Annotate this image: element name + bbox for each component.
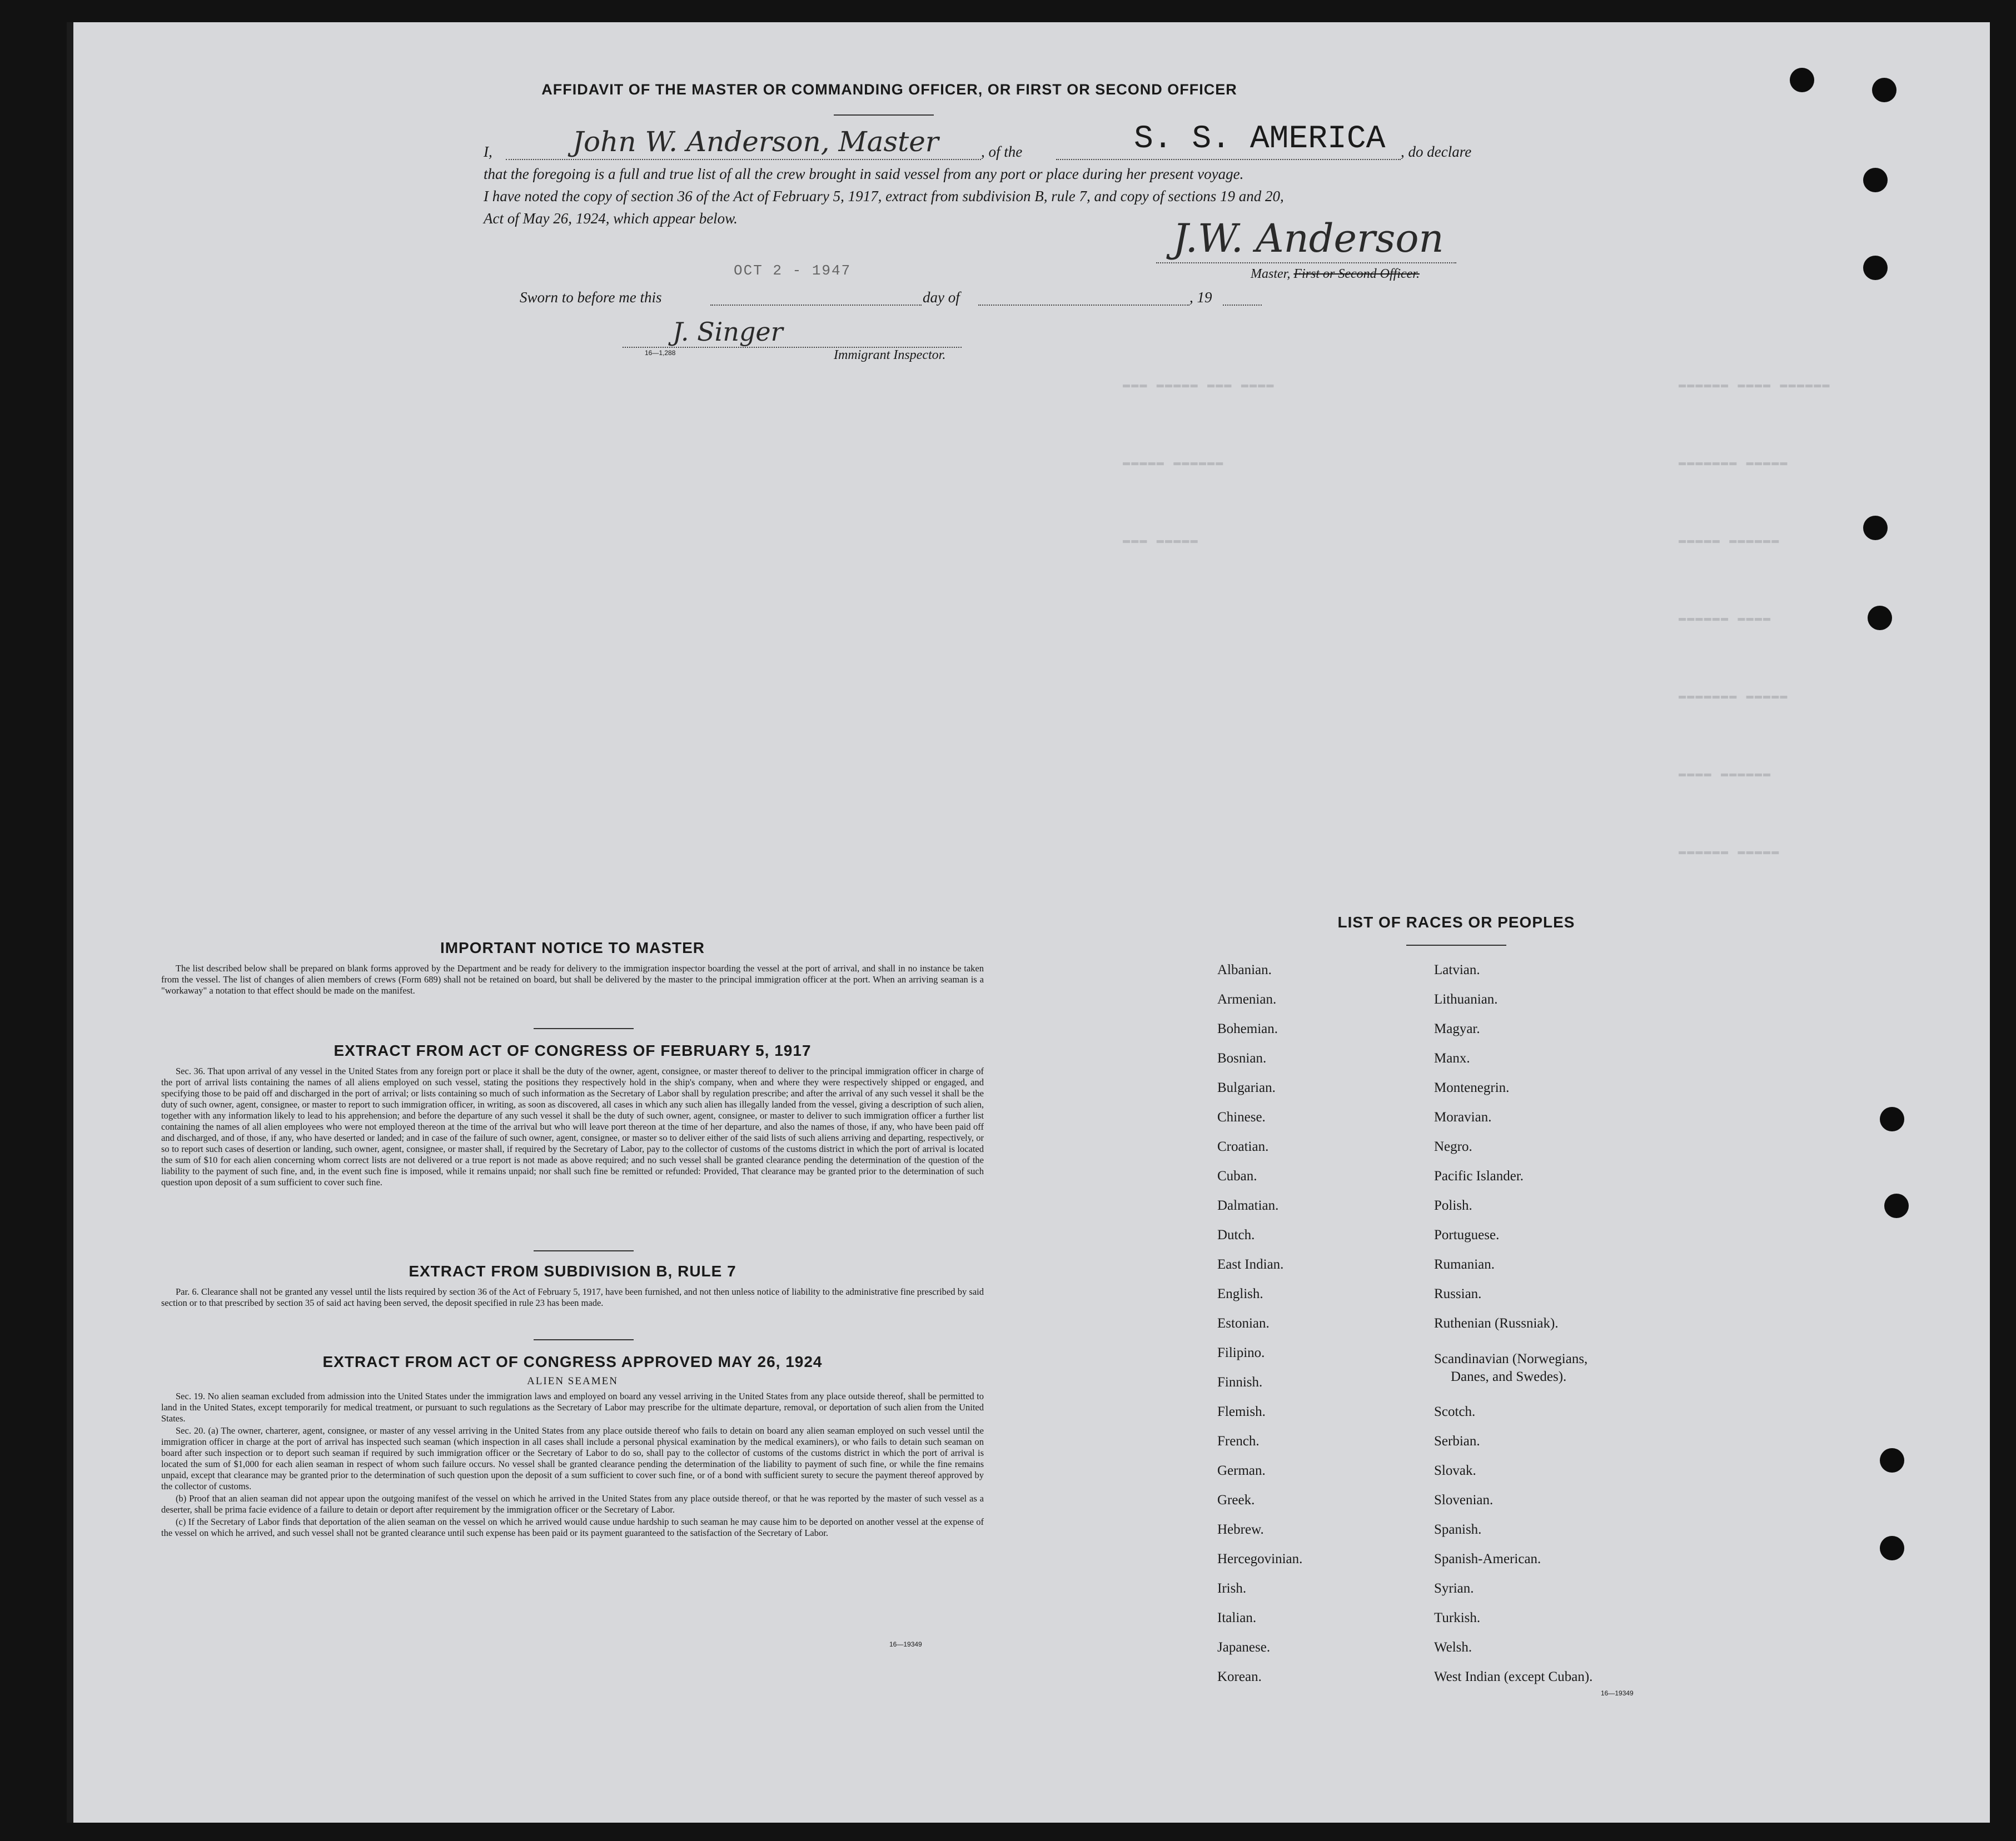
race-item: Estonian. bbox=[1217, 1316, 1270, 1331]
race-item: Russian. bbox=[1434, 1286, 1482, 1301]
extract-1924-text bbox=[161, 1391, 984, 1540]
notice-text bbox=[161, 963, 984, 997]
of-the-label: , of the bbox=[981, 143, 1023, 160]
bleed-through-text: ▬▬▬▬▬▬ ▬▬▬▬ ▬▬▬▬▬▬ bbox=[1679, 378, 1831, 392]
affidavit-line-4: Act of May 26, 1924, which appear below. bbox=[484, 210, 738, 227]
bleed-through-text: ▬▬▬▬▬▬ ▬▬▬▬ bbox=[1679, 611, 1772, 625]
section-20c-paragraph: (c) If the Secretary of Labor finds that deportation of the alien seaman on the vessel on which he arrived would cause undue hardship to such seaman he may cause him to be deported on another vessel at the expense of the vessel on which he arrived, and such vessel shall not be granted clearance until such expense has been paid or its payment guaranteed to the satisfaction of the Secretary of Labor. bbox=[161, 1516, 984, 1538]
race-item: Dutch. bbox=[1217, 1228, 1255, 1243]
bleed-through-text: ▬▬▬▬▬ ▬▬▬▬▬▬ bbox=[1123, 456, 1224, 470]
race-item: Slovenian. bbox=[1434, 1493, 1494, 1508]
punch-hole bbox=[1880, 1448, 1904, 1473]
race-item: Bohemian. bbox=[1217, 1021, 1278, 1036]
rule-7-paragraph: Par. 6. Clearance shall not be granted any vessel until the lists required by section 36 of the Act of February 5, 1917, have been furnished, and not then unless notice of liability to the administrative fine prescribed by said section or to that prescribed by section 35 of said act having been served, the deposit specified in rule 23 has been made. bbox=[161, 1286, 984, 1308]
punch-hole bbox=[1863, 516, 1888, 540]
bleed-through-text: ▬▬▬▬ ▬▬▬▬▬▬ bbox=[1679, 767, 1772, 781]
section-20a-paragraph: Sec. 20. (a) The owner, charterer, agent, consignee, or master of any vessel arriving in the United States from any place outside thereof who fails to detain on board any alien seaman employed on such vessel until the immigration officer in charge at the port of arrival has inspected such seaman (which inspection in all cases shall include a personal physical examination by the medical examiners), or who fails to detain such seaman on board after such inspection or to deport such seaman if required by such immigration officer or the Secretary of Labor to do so, shall pay to the collector of customs of the customs district in which the port of arrival is located the sum of $1,000 for each alien seaman in respect of whom such failure occurs. No vessel shall be granted clearance pending the determination of the liability to payment of such fine, or while the fine remains unpaid, except that clearance may be granted prior to the determination of such question upon the deposit of a sum sufficient to cover such fine, or of a bond with sufficient surety to secure the payment thereof approved by the collector of customs. bbox=[161, 1425, 984, 1491]
race-item: Magyar. bbox=[1434, 1021, 1480, 1036]
bleed-through-text: ▬▬▬ ▬▬▬▬▬ ▬▬▬ ▬▬▬▬ bbox=[1123, 378, 1275, 392]
race-item: Negro. bbox=[1434, 1139, 1472, 1154]
bleed-through-text: ▬▬▬▬▬▬▬ ▬▬▬▬▬ bbox=[1679, 689, 1789, 703]
section-19-paragraph: Sec. 19. No alien seaman excluded from admission into the United States under the immigration laws and employed on board any vessel arriving in the United States from any place outside thereof, shall be permitted to land in the United States, except temporarily for medical treatment, or pursuant to such regulations as the Secretary of Labor may prescribe for the ultimate departure, removal, or deportation of such alien from the United States. bbox=[161, 1391, 984, 1424]
race-item: Korean. bbox=[1217, 1669, 1262, 1684]
race-item: Dalmatian. bbox=[1217, 1198, 1279, 1213]
race-item: Irish. bbox=[1217, 1581, 1247, 1596]
race-item: French. bbox=[1217, 1434, 1260, 1449]
vessel-line bbox=[1056, 159, 1401, 160]
race-item: Montenegrin. bbox=[1434, 1080, 1510, 1095]
race-item: Bosnian. bbox=[1217, 1051, 1267, 1066]
punch-hole bbox=[1884, 1194, 1909, 1218]
bleed-through-text: ▬▬▬ ▬▬▬▬▬ bbox=[1123, 533, 1199, 547]
bleed-through-text: ▬▬▬▬▬ ▬▬▬▬▬▬ bbox=[1679, 533, 1780, 547]
race-item: Rumanian. bbox=[1434, 1257, 1495, 1272]
race-item: East Indian. bbox=[1217, 1257, 1284, 1272]
race-item: Polish. bbox=[1434, 1198, 1472, 1213]
race-item: Greek. bbox=[1217, 1493, 1255, 1508]
race-item: Albanian. bbox=[1217, 962, 1272, 977]
signer-title-struck: First or Second Officer. bbox=[1293, 267, 1420, 281]
inspector-label: Immigrant Inspector. bbox=[834, 348, 946, 362]
race-item: Filipino. bbox=[1217, 1345, 1265, 1360]
punch-hole bbox=[1790, 68, 1814, 92]
master-name: John W. Anderson, Master bbox=[573, 126, 939, 158]
punch-hole bbox=[1880, 1536, 1904, 1560]
race-item: English. bbox=[1217, 1286, 1263, 1301]
sworn-year-line bbox=[1223, 305, 1262, 306]
affidavit-title: AFFIDAVIT OF THE MASTER OR COMMANDING OFFICER, OR FIRST OR SECOND OFFICER bbox=[541, 81, 1237, 98]
race-item: Serbian. bbox=[1434, 1434, 1480, 1449]
extract-1917-text bbox=[161, 1066, 984, 1189]
date-stamp: OCT 2 - 1947 bbox=[734, 262, 852, 279]
section-20b-paragraph: (b) Proof that an alien seaman did not appear upon the outgoing manifest of the vessel on which he arrived in the United States from any place outside thereof, or that he was reported by the master of such vessel as a deserter, shall be prima facie evidence of a failure to detain or deport after requirement by the immigration officer or the Secretary of Labor. bbox=[161, 1493, 984, 1515]
divider bbox=[834, 114, 934, 116]
extract-1917-title: EXTRACT FROM ACT OF CONGRESS OF FEBRUARY 5, 1917 bbox=[333, 1042, 812, 1059]
race-item: Armenian. bbox=[1217, 992, 1277, 1007]
race-item: Scotch. bbox=[1434, 1404, 1476, 1419]
race-item: Portuguese. bbox=[1434, 1228, 1500, 1243]
race-item: Ruthenian (Russniak). bbox=[1434, 1316, 1559, 1331]
race-item: Flemish. bbox=[1217, 1404, 1266, 1419]
notice-title: IMPORTANT NOTICE TO MASTER bbox=[440, 939, 705, 956]
punch-hole bbox=[1868, 606, 1892, 630]
divider bbox=[534, 1028, 634, 1029]
sworn-month-line bbox=[978, 305, 1189, 306]
divider bbox=[534, 1250, 634, 1251]
rule-7-title: EXTRACT FROM SUBDIVISION B, RULE 7 bbox=[409, 1263, 736, 1280]
affidavit-line-2: that the foregoing is a full and true list of all the crew brought in said vessel from any port or place during her present voyage. bbox=[484, 166, 1244, 182]
race-item: Moravian. bbox=[1434, 1110, 1492, 1125]
divider bbox=[1406, 945, 1506, 946]
race-item: Italian. bbox=[1217, 1610, 1257, 1625]
race-item: Welsh. bbox=[1434, 1640, 1472, 1655]
bleed-through-text: ▬▬▬▬▬▬ ▬▬▬▬▬ bbox=[1679, 845, 1780, 859]
day-of-label: day of bbox=[923, 289, 960, 306]
race-item: Spanish. bbox=[1434, 1522, 1482, 1537]
page-edge bbox=[67, 22, 73, 1823]
sworn-day-line bbox=[710, 305, 922, 306]
master-name-line bbox=[506, 159, 981, 160]
race-item: Cuban. bbox=[1217, 1169, 1257, 1184]
year-prefix: , 19 bbox=[1189, 289, 1212, 306]
sworn-prefix: Sworn to before me this bbox=[520, 289, 662, 306]
rule-7-text bbox=[161, 1286, 984, 1310]
affidavit-line-3: I have noted the copy of section 36 of the Act of February 5, 1917, extract from subdivision B, rule 7, and copy of sections 19 and 20, bbox=[484, 188, 1284, 204]
form-code: 16—19349 bbox=[1601, 1689, 1634, 1697]
signer-title-master: Master, bbox=[1251, 267, 1291, 281]
notice-paragraph: The list described below shall be prepared on blank forms approved by the Department and be ready for delivery to the immigration inspector boarding the vessel at the port of arrival, and shall in no instance be taken from the vessel. The list of changes of alien members of crews (Form 689) shall not be retained on board, but shall be delivered by the master to the principal immigration officer at the port. When an arriving seaman is a "workaway" a notation to that effect should be made on the manifest. bbox=[161, 963, 984, 996]
section-36-paragraph: Sec. 36. That upon arrival of any vessel in the United States from any foreign port or place it shall be the duty of the owner, agent, consignee, or master thereof to deliver to the principal immigration officer in charge of the port of arrival lists containing the names of all aliens employed on such vessel, stating the positions they respectively hold in the ship's company, when and where they were respectively shipped or engaged, and specifying those to be paid off and discharged in the port of arrival; or lists containing so much of such information as the Secretary of Labor shall by regulation prescribe; and after the arrival of any such vessel it shall be the duty of such owner, agent, consignee, or master to report to such immigration officer, in writing, as soon as discovered, all cases in which any such alien has illegally landed from the vessel, giving a description of such alien, together with any information likely to lead to his apprehension; and before the departure of any such vessel it shall be the duty of such owner, agent, consignee, or master to deliver to such immigration officer a further list containing the names of all alien employees who were not employed thereon at the time of the arrival but who will leave port thereon at the time of her departure, and also the names of those, if any, who have been paid off and discharged, and of those, if any, who have deserted or landed; and in case of the failure of such owner, agent, consignee, or master so to deliver either of the said lists of such aliens arriving and departing, respectively, or so to report such cases of desertion or landing, such owner, agent, consignee, or master shall, if required by the Secretary of Labor, pay to the collector of customs of the customs district in which the port of arrival is located the sum of $10 for each alien concerning whom correct lists are not delivered or a true report is not made as above required; and no such vessel shall be granted clearance pending the determination of the question of the liability to the payment of such fine, and, in the event such fine is imposed, while it remains unpaid; nor shall such fine be remitted or refunded: Provided, That clearance may be granted prior to the determination of such question upon deposit of a sum sufficient to cover such fine. bbox=[161, 1066, 984, 1188]
race-item: Bulgarian. bbox=[1217, 1080, 1276, 1095]
alien-seamen-subtitle: ALIEN SEAMEN bbox=[527, 1375, 618, 1387]
master-signature: J.W. Anderson bbox=[1173, 216, 1444, 261]
race-item: Hercegovinian. bbox=[1217, 1551, 1303, 1566]
punch-hole bbox=[1863, 168, 1888, 192]
race-item: Latvian. bbox=[1434, 962, 1480, 977]
punch-hole bbox=[1863, 256, 1888, 280]
races-title: LIST OF RACES OR PEOPLES bbox=[1337, 914, 1575, 931]
extract-1924-title: EXTRACT FROM ACT OF CONGRESS APPROVED MAY 26, 1924 bbox=[322, 1353, 823, 1370]
do-declare-label: , do declare bbox=[1401, 143, 1472, 160]
race-item: Croatian. bbox=[1217, 1139, 1269, 1154]
race-item: Turkish. bbox=[1434, 1610, 1481, 1625]
form-code: 16—1,288 bbox=[645, 349, 676, 357]
race-item: Danes, and Swedes). bbox=[1451, 1369, 1567, 1384]
bleed-through-text: ▬▬▬▬▬▬▬ ▬▬▬▬▬ bbox=[1679, 456, 1789, 470]
form-code: 16—19349 bbox=[889, 1640, 922, 1648]
vessel-name: S. S. AMERICA bbox=[1134, 121, 1386, 157]
punch-hole bbox=[1872, 78, 1896, 102]
race-item: Chinese. bbox=[1217, 1110, 1266, 1125]
race-item: Lithuanian. bbox=[1434, 992, 1498, 1007]
punch-hole bbox=[1880, 1107, 1904, 1131]
document-page bbox=[67, 22, 1990, 1823]
inspector-signature: J. Singer bbox=[673, 317, 783, 347]
declarant-prefix: I, bbox=[484, 143, 492, 160]
race-item: Japanese. bbox=[1217, 1640, 1271, 1655]
race-item: German. bbox=[1217, 1463, 1266, 1478]
race-item: Manx. bbox=[1434, 1051, 1470, 1066]
race-item: Slovak. bbox=[1434, 1463, 1476, 1478]
race-item: Syrian. bbox=[1434, 1581, 1474, 1596]
race-item: Spanish-American. bbox=[1434, 1551, 1541, 1566]
divider bbox=[534, 1339, 634, 1340]
race-item: West Indian (except Cuban). bbox=[1434, 1669, 1593, 1684]
race-item: Scandinavian (Norwegians, bbox=[1434, 1351, 1588, 1366]
signer-title bbox=[1251, 267, 1420, 282]
race-item: Finnish. bbox=[1217, 1375, 1263, 1390]
race-item: Pacific Islander. bbox=[1434, 1169, 1524, 1184]
race-item: Hebrew. bbox=[1217, 1522, 1264, 1537]
signature-line bbox=[1156, 262, 1456, 263]
